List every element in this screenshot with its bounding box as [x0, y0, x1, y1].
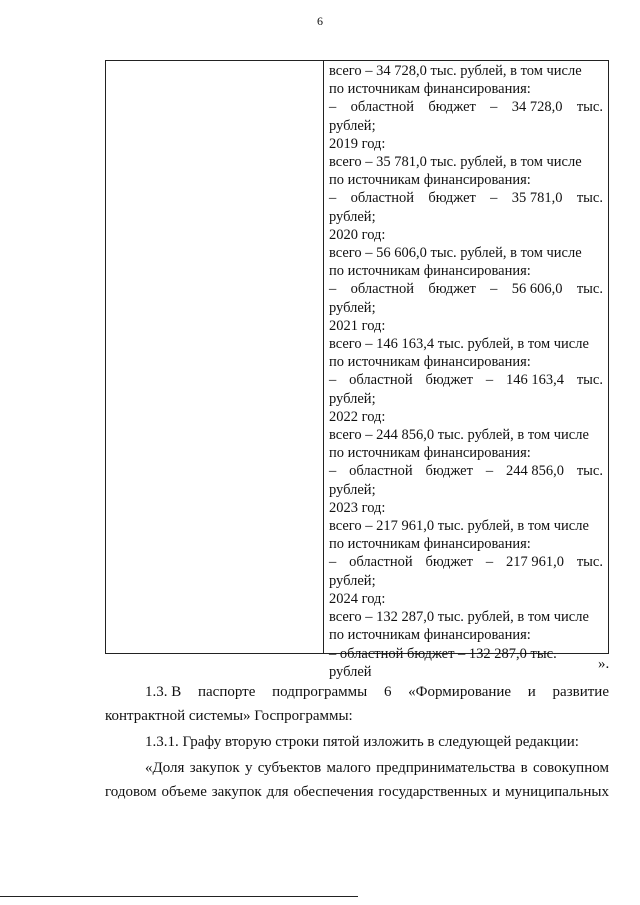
footer-rule — [0, 896, 358, 897]
paragraph-1-3-1-line: 1.3.1. Графу вторую строки пятой изложить в следующей редакции: — [145, 734, 579, 750]
paragraph-word: развитие — [552, 684, 609, 700]
paragraph-word: «Формирование — [408, 684, 512, 700]
paragraph-word: объеме — [161, 784, 207, 800]
table-text-word: – — [329, 372, 337, 389]
paragraph-word: для — [266, 784, 289, 800]
table-text-word: тыс. — [576, 372, 603, 389]
table-text-word: – — [329, 463, 337, 480]
table-text-word: тыс. — [576, 281, 603, 298]
table-text-word: 34 728,0 — [511, 99, 563, 116]
table-text-word: областной — [349, 554, 413, 571]
table-text-word: бюджет — [425, 554, 473, 571]
table-text-line: всего – 146 163,4 тыс. рублей, в том числе — [329, 336, 589, 353]
table-text-line: по источникам финансирования: — [329, 536, 531, 553]
table-text-line: 2023 год: — [329, 499, 386, 516]
table-text-word: тыс. — [576, 190, 603, 207]
paragraph-word: и — [492, 784, 501, 800]
table-text-line: по источникам финансирования: — [329, 263, 531, 280]
table-text-word: бюджет — [425, 463, 473, 480]
table-text-line: по источникам финансирования: — [329, 445, 531, 462]
table-text-line: по источникам финансирования: — [329, 627, 531, 644]
table-text-line — [329, 462, 603, 480]
table-text-word: областной — [350, 190, 415, 207]
paragraph-word: в — [520, 760, 528, 776]
paragraph-word: 1.3. В — [145, 684, 182, 700]
table-text-line: по источникам финансирования: — [329, 172, 531, 189]
table-text-word: – — [490, 190, 498, 207]
table-text-word: – — [329, 99, 337, 116]
table-text-line — [329, 553, 603, 571]
table-text-word: бюджет — [425, 372, 473, 389]
table-text-word: областной — [349, 463, 413, 480]
funding-details-cell — [329, 62, 603, 681]
paragraph-word: субъектов — [257, 760, 322, 776]
table-text-line: рублей; — [329, 390, 376, 407]
table-text-line: всего – 244 856,0 тыс. рублей, в том числе — [329, 427, 589, 444]
paragraph-word: обеспечения — [293, 784, 374, 800]
table-text-word: тыс. — [576, 554, 603, 571]
paragraph-word: подпрограммы — [272, 684, 368, 700]
table-text-line: по источникам финансирования: — [329, 354, 531, 371]
quoted-paragraph-line-1 — [105, 756, 609, 780]
closing-quote: ». — [598, 656, 610, 672]
table-text-word: – — [490, 99, 498, 116]
table-text-line: 2020 год: — [329, 226, 386, 243]
table-text-line: рублей; — [329, 117, 376, 134]
table-text-line: рублей; — [329, 299, 376, 316]
paragraph-word: паспорте — [197, 684, 256, 700]
table-text-word: – — [329, 190, 337, 207]
table-text-line: рублей; — [329, 572, 376, 589]
paragraph-word: совокупном — [532, 760, 609, 776]
table-text-word: 56 606,0 — [511, 281, 563, 298]
table-text-line — [329, 98, 603, 116]
paragraph-word: 6 — [383, 684, 392, 700]
table-text-line: – областной бюджет – 132 287,0 тыс. — [329, 645, 557, 662]
table-text-word: бюджет — [428, 281, 476, 298]
table-text-line: 2022 год: — [329, 408, 386, 425]
table-text-word: – — [329, 281, 337, 298]
table-text-word: – — [490, 281, 498, 298]
table-text-line: всего – 217 961,0 тыс. рублей, в том числе — [329, 518, 589, 535]
table-text-line: рублей — [329, 663, 372, 680]
quoted-paragraph-line-2 — [105, 780, 609, 804]
table-text-word: 35 781,0 — [511, 190, 563, 207]
paragraph-1-3 — [105, 680, 609, 728]
table-text-word: – — [485, 372, 494, 389]
paragraph-word: муниципальных — [505, 784, 609, 800]
table-text-word: тыс. — [576, 99, 603, 116]
quoted-paragraph — [105, 756, 609, 804]
table-text-word: тыс. — [576, 463, 603, 480]
paragraph-word: закупок — [189, 760, 240, 776]
table-text-line — [329, 280, 603, 298]
paragraph-1-3-1 — [105, 730, 609, 754]
paragraph-word: государственных — [378, 784, 488, 800]
table-text-line: 2019 год: — [329, 135, 386, 152]
table-text-word: бюджет — [428, 190, 476, 207]
paragraph-word: закупок — [211, 784, 262, 800]
paragraph-word: годовом — [105, 784, 157, 800]
table-text-line: рублей; — [329, 481, 376, 498]
table-text-word: областной — [350, 281, 415, 298]
table-text-word: 146 163,4 — [505, 372, 564, 389]
paragraph-word: предпринимательства — [376, 760, 516, 776]
paragraph-word: малого — [326, 760, 371, 776]
paragraph-1-3-line-1 — [105, 680, 609, 704]
table-text-line: всего – 56 606,0 тыс. рублей, в том числе — [329, 245, 582, 262]
table-text-word: 244 856,0 — [505, 463, 564, 480]
funding-table — [105, 60, 609, 680]
table-text-word: – — [485, 463, 494, 480]
table-text-line: всего – 34 728,0 тыс. рублей, в том числе — [329, 63, 582, 79]
table-text-line: по источникам финансирования: — [329, 81, 531, 98]
table-text-word: – — [485, 554, 494, 571]
table-text-line: всего – 132 287,0 тыс. рублей, в том числе — [329, 609, 589, 626]
table-column-divider — [323, 61, 324, 653]
table-text-word: 217 961,0 — [505, 554, 564, 571]
paragraph-word: и — [527, 684, 536, 700]
paragraph-word: у — [244, 760, 253, 776]
table-text-word: областной — [350, 99, 415, 116]
page-number: 6 — [317, 14, 323, 28]
table-text-line: 2021 год: — [329, 317, 386, 334]
table-text-line — [329, 371, 603, 389]
paragraph-word: «Доля — [145, 760, 185, 776]
table-text-word: областной — [349, 372, 413, 389]
table-text-line: 2024 год: — [329, 590, 386, 607]
table-text-line: всего – 35 781,0 тыс. рублей, в том числе — [329, 154, 582, 171]
table-text-word: бюджет — [428, 99, 476, 116]
table-text-word: – — [329, 554, 337, 571]
table-text-line — [329, 189, 603, 207]
table-text-line: рублей; — [329, 208, 376, 225]
paragraph-1-3-line-2: контрактной системы» Госпрограммы: — [105, 708, 353, 724]
